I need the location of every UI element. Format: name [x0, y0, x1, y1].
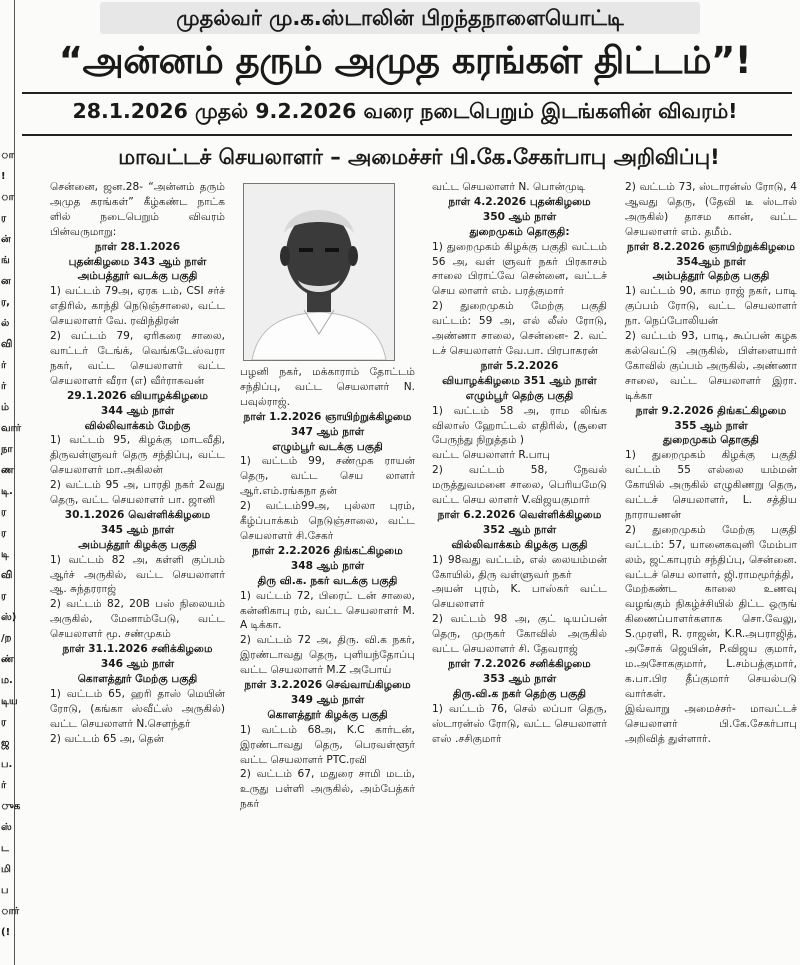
paragraph: 2) வட்டம் 65 அ, தென் — [50, 732, 164, 745]
paragraph: இவ்வாறு அமைச்சர்- மாவட்டச் செயலாளர் பி.கே.சேகர்பாபு அறிவித் துள்ளார். — [625, 702, 797, 745]
area-heading: துறைமுகம் தொகுதி — [663, 434, 759, 447]
subheadline-dates: 28.1.2026 முதல் 9.2.2026 வரை நடைபெறும் இடங்களின் விவரம்! — [72, 99, 738, 123]
edge-text-fragment: ங் — [1, 255, 10, 266]
paragraph: 1) வட்டம் 58 அ, ராம லிங்க விலாஸ் ஹோட்டல் எதிரில், (சூளை பேருந்து நிறுத்தம் ) — [432, 404, 607, 447]
edge-text-fragment: ா — [1, 192, 14, 203]
edge-text-fragment: ர — [1, 717, 7, 728]
article-column-1 — [50, 180, 225, 965]
edge-text-fragment: மி — [1, 864, 11, 875]
date-heading: நாள் 1.2.2026 ஞாயிற்றுக்கிழமை — [243, 410, 412, 423]
edge-text-fragment: டி — [1, 549, 9, 560]
edge-text-fragment: வார் — [1, 423, 22, 434]
previous-column-fragment — [0, 0, 22, 965]
edge-text-fragment: வி — [1, 339, 13, 350]
paragraph: 1) வட்டம் 95, கிழக்கு மாடவீதி, திருவள்ளுவர் தெரு சந்திப்பு, வட்ட செயலாளர் மா.அகிலன் — [50, 434, 225, 477]
paragraph: பழனி நகர், மக்காராம் தோட்டம் சந்திப்பு, வட்ட செயலாளர் N. பவுல்ராஜ். — [240, 366, 415, 408]
date-heading: நாள் 8.2.2026 ஞாயிற்றுக்கிழமை — [627, 240, 795, 253]
edge-text-fragment: ுக — [1, 801, 21, 812]
edge-text-fragment: ண — [1, 465, 14, 476]
area-heading: எழும்பூர் தெற்கு பகுதி — [465, 389, 574, 402]
area-heading: வில்லிவாக்கம் கிழக்கு பகுதி — [451, 538, 588, 551]
date-heading: நாள் 2.2.2026 திங்கட்கிழமை — [252, 544, 403, 557]
edge-text-fragment: ர் — [1, 381, 7, 392]
edge-text-fragment: ன் — [1, 234, 11, 245]
edge-text-fragment: நா — [1, 444, 13, 455]
date-heading: நாள் 5.2.2026 — [480, 359, 559, 372]
portrait-image — [244, 184, 394, 360]
date-heading: 349 ஆம் நாள் — [290, 693, 365, 706]
paragraph: 1) வட்டம் 82 அ, கள்ளி குப்பம் ஆர்ச் அருகில், வட்ட செயலாளர் ஆ. சுந்தரராஜ் — [50, 553, 225, 596]
paragraph: 2) வட்டம் 72 அ, திரு. வி.க நகர், இரண்டாவது தெரு, புளியந்தோப்பு வட்ட செயலாளர் M.Z அபோய் — [240, 634, 415, 677]
area-heading: திரு.வி.க நகர் தெற்கு பகுதி — [452, 687, 587, 700]
edge-text-fragment: ன — [1, 276, 11, 287]
paragraph: 2) வட்டம் 82, 20B பஸ் நிலையம் அருகில், மேனாம்பேடு, வட்ட செயலாளர் மூ. சண்முகம் — [50, 598, 225, 641]
date-heading: நாள் 4.2.2026 புதன்கிழமை — [448, 195, 591, 208]
edge-text-fragment: ர் — [1, 780, 7, 791]
divider — [22, 134, 792, 136]
edge-text-fragment: ம் — [1, 402, 10, 413]
paragraph: 2) வட்டம் 98 அ, குட் டியப்பன் தெரு, முருகர் கோவில் அருகில் வட்ட செயலாளர் சி. தேவராஜ் — [432, 613, 607, 656]
edge-text-fragment: (! — [1, 927, 11, 938]
edge-text-fragment: ர — [1, 528, 7, 539]
edge-text-fragment: ா — [1, 150, 14, 161]
edge-text-fragment: ட — [1, 843, 9, 854]
paragraph: 1) வட்டம் 79அ, ஏரக டம், CSI சர்ச் எதிரில், காந்தி நெடுஞ்சாலை, வட்ட செயலாளர் வே. ரவிந்திரன் — [50, 285, 225, 328]
article-column-4 — [625, 180, 797, 965]
edge-text-fragment: ார் — [1, 906, 20, 917]
date-heading: 355 ஆம் நாள் — [674, 419, 748, 432]
area-heading: திரு வி.க. நகர் வடக்கு பகுதி — [257, 574, 398, 587]
header-occasion: முதல்வர் மு.க.ஸ்டாலின் பிறந்தநாளையொட்டி — [100, 2, 700, 34]
paragraph: 1) வட்டம் 65, ஹரி தாஸ் மெயின் ரோடு, (கங்கா ஸ்வீட்ஸ் அருகில்) வட்ட செயலாளர் N.சௌந்தர் — [50, 687, 225, 730]
area-heading: கொளத்தூர் கிழக்கு பகுதி — [267, 708, 388, 721]
date-heading: வியாழக்கிழமை 351 ஆம் நாள் — [442, 374, 597, 387]
date-heading: 348 ஆம் நாள் — [290, 559, 365, 572]
date-heading: நாள் 28.1.2026 — [94, 240, 181, 253]
edge-text-fragment: ! — [1, 171, 6, 182]
date-heading: 353 ஆம் நாள் — [482, 672, 557, 685]
date-heading: நாள் 6.2.2026 வெள்ளிக்கிழமை — [437, 508, 602, 521]
date-heading: நாள் 31.1.2026 சனிக்கிழமை — [62, 643, 213, 656]
area-heading: எழும்பூர் வடக்கு பகுதி — [272, 440, 383, 453]
paragraph: வட்ட செயலாளர் R.பாபு — [432, 449, 551, 462]
paragraph: 1) வட்டம் 99, சண்முக ராயன் தெரு, வட்ட செய லாளர் ஆர்.எம்.ரங்கநா தன் — [240, 455, 415, 498]
edge-text-fragment: ல் — [1, 318, 10, 329]
edge-text-fragment: ர, — [1, 297, 10, 308]
paragraph: 2) வட்டம்99அ, புல்லா புரம், கீழ்ப்பாக்கம் நெடுஞ்சாலை, வட்ட செயலாளர் சி.சேகர் — [240, 500, 415, 542]
area-heading: அம்பத்தூர் தெற்கு பகுதி — [652, 270, 770, 283]
edge-text-fragment: ஸ் — [1, 822, 12, 833]
edge-text-fragment: ர — [1, 213, 7, 224]
date-heading: 344 ஆம் நாள் — [100, 404, 175, 417]
edge-text-fragment: /ற — [1, 633, 12, 644]
headline: “அன்னம் தரும் அமுத கரங்கள் திட்டம்”! — [58, 39, 752, 82]
paragraph: சென்னை, ஜன.28- “அன்னம் தரும் அமுத கரங்கள்” கீழ்கண்ட நாட்க ளில் நடைபெறும் விவரம் பின்வருமாறு: — [50, 181, 225, 238]
area-heading: துறைமுகம் தொகுதி: — [469, 225, 570, 238]
paragraph: 1) வட்டம் 72, பிரைட் டன் சாலை, கன்னிகாபு ரம், வட்ட செயலாளர் M. A டிக்கா. — [240, 589, 415, 632]
paragraph: 1) வட்டம் 90, காம ராஜ் நகர், பாடி குப்பம் ரோடு, வட்ட செயலாளர் நா. நெப்போலியன் — [625, 285, 797, 328]
subheadline-announcement: மாவட்டச் செயலாளர் – அமைச்சர் பி.கே.சேகர்பாபு அறிவிப்பு! — [118, 145, 720, 169]
paragraph: 2) வட்டம் 73, ஸ்டாரன்ஸ் ரோடு, 4 ஆவது தெரு, (தேவி டீ ஸ்டால் அருகில்) தாசம கான், வட்ட செயலாளர் எம். தமீம். — [625, 181, 797, 238]
date-heading: 346 ஆம் நாள் — [100, 658, 175, 670]
date-heading: 352 ஆம் நாள் — [482, 523, 557, 536]
date-heading: 354ஆம் நாள் — [676, 255, 746, 268]
paragraph: 2) வட்டம் 95 அ, பாரதி நகர் 2வது தெரு, வட்ட செயலாளர் பா. ஜானி — [50, 479, 225, 507]
edge-text-fragment: வி — [1, 570, 13, 581]
date-heading: புதன்கிழமை 343 ஆம் நாள் — [68, 255, 207, 268]
edge-text-fragment: டிய — [1, 696, 18, 707]
minister-photo — [243, 183, 395, 361]
date-heading: நாள் 9.2.2026 திங்கட்கிழமை — [635, 404, 787, 417]
article-column-3 — [432, 180, 607, 965]
date-heading: நாள் 3.2.2026 செவ்வாய்கிழமை — [244, 679, 411, 692]
article-column-2 — [240, 365, 415, 965]
edge-text-fragment: ப — [1, 885, 9, 896]
paragraph: 1) வட்டம் 68அ, K.C கார்டன், இரண்டாவது தெரு, பெரவள்ளூர் வட்ட செயலாளர் PTC.ரவி — [240, 723, 415, 766]
paragraph: மேற்கண்ட காலை உணவு வழங்கும் நிகழ்ச்சியில் திட்ட ஒருங் கிணைப்பாளர்களாக சொ.வேலு, S.முரளி, R. ராஜன், K.R.அபராஜித், அசோக் ஜெயின், P.விஜய குமார், ம.அசோககுமார், L.சம்பத்குமார், க.பா.பிர தீப்குமார் செயல்படு வார்கள். — [625, 583, 797, 700]
edge-text-fragment: ர — [1, 591, 7, 602]
paragraph: 2) வட்டம் 58, நேவல் மருத்துவமனை சாலை, பெரியமேடு வட்ட செய லாளர் V.விஜயகுமார் — [432, 464, 607, 507]
paragraph: 2) துறைமுகம் மேற்கு பகுதி வட்டம்: 59 அ, எல் லீஸ் ரோடு, அண்ணா சாலை, சென்னை- 2. வட் டச் செயலாளர் வே.பா. பிரபாகரன் — [432, 300, 607, 357]
date-heading: 29.1.2026 வியாழக்கிழமை — [66, 389, 209, 402]
edge-text-fragment: ஸ்) — [1, 612, 17, 623]
paragraph: 1) துறைமுகம் கிழக்கு பகுதி வட்டம் 55 எல்லை யம்மன் கோயில் அருகில் எழுகிணறு தெரு, வட்டச் செயலாளர், L. சத்திய நாராயணன் — [625, 449, 797, 521]
date-heading: 345 ஆம் நாள் — [100, 523, 175, 536]
edge-text-fragment: ஜ — [1, 738, 10, 749]
area-heading: கொளத்தூர் மேற்கு பகுதி — [77, 672, 198, 685]
paragraph: 2) வட்டம் 93, பாடி, கூப்பன் கழக கல்வெட்டு அருகில், பிள்ளையார் கோவில் குப்பம் அருகில், அண்ணா சாலை, வட்ட செயலாளர் இரா. டிக்கா — [625, 330, 797, 402]
date-heading: 347 ஆம் நாள் — [290, 425, 365, 438]
paragraph: வட்ட செயலாளர் N. பொன்முடி — [432, 181, 586, 193]
edge-text-fragment: ம. — [1, 675, 13, 686]
edge-text-fragment: ப. — [1, 759, 13, 770]
paragraph: அயன் புரம், K. பாஸ்கர் வட்ட செயலாளர் — [432, 583, 607, 611]
date-heading: நாள் 7.2.2026 சனிக்கிழமை — [448, 658, 591, 670]
area-heading: வில்லிவாக்கம் மேற்கு — [84, 419, 191, 432]
paragraph: 1) 98வது வட்டம், எல் லையம்மன் கோயில், திரு வள்ளுவர் நகர் — [432, 553, 607, 581]
edge-text-fragment: ர — [1, 507, 7, 518]
area-heading: அம்பத்தூர் வடக்கு பகுதி — [77, 270, 198, 283]
paragraph: 2) வட்டம் 67, மதுரை சாமி மடம், உருது பள்ளி அருகில், அம்பேத்கர் நகர் — [240, 768, 415, 811]
date-heading: 350 ஆம் நாள் — [482, 210, 557, 223]
paragraph: 2) வட்டம் 79, ஏரிகரை சாலை, வாட்டர் டேங்க், வெங்கடேஸ்வரா நகர், வட்ட செயலாளர் வட்ட செயலாளர் வீரா (எ) வீர்ராகவன் — [50, 330, 225, 387]
paragraph: 1) துறைமுகம் கிழக்கு பகுதி வட்டம் 56 அ, வள் ளுவர் நகர் பிரகாசம் சாலை பிராட்வே சென்னை, வட்டச் செய லாளர் எம். பரத்குமார் — [432, 240, 607, 298]
area-heading: அம்பத்தூர் கிழக்கு பகுதி — [78, 538, 197, 551]
date-heading: 30.1.2026 வெள்ளிக்கிழமை — [64, 508, 211, 521]
edge-text-fragment: ண் — [1, 654, 14, 665]
edge-text-fragment: டி. — [1, 486, 13, 497]
paragraph: 2) துறைமுகம் மேற்கு பகுதி வட்டம்: 57, யானைகவுனி மேம்பா லம், ஜட்காபுரம் சந்திப்பு, சென்னை. வட்டச் செய லாளர், ஜி.ராமமூர்த்தி, — [625, 523, 797, 581]
edge-text-fragment: ர் — [1, 360, 7, 371]
paragraph: 1) வட்டம் 76, செல் லப்பா தெரு, ஸ்டாரன்ஸ் ரோடு, வட்ட செயலாளர் எஸ் .சசிகுமார் — [432, 702, 607, 745]
